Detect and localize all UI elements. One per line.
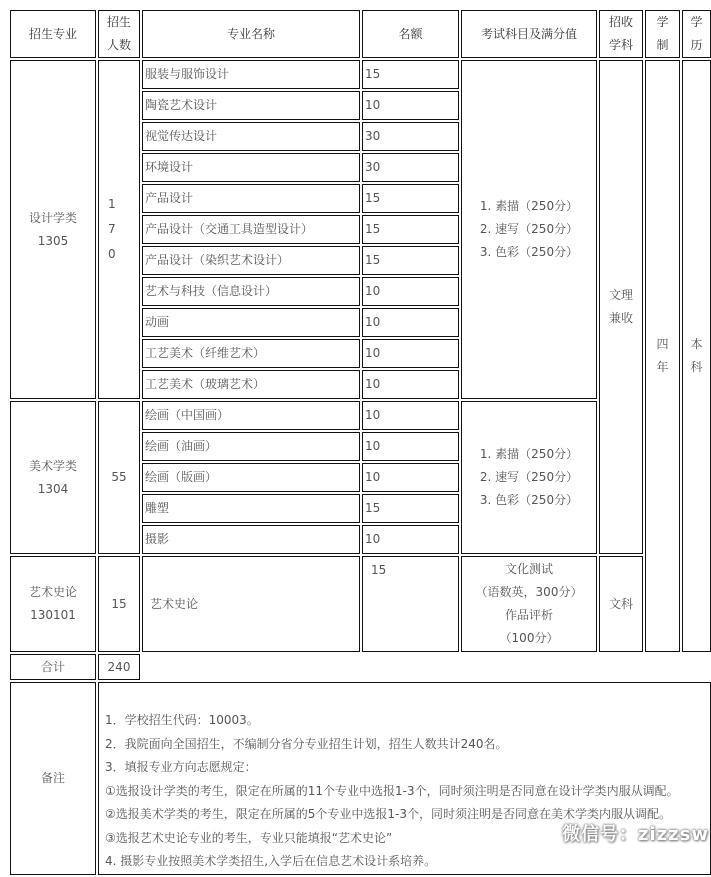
header-category: 招生专业 [10, 10, 96, 58]
table-header-row [10, 10, 711, 58]
major-quota: 10 [362, 370, 459, 399]
category-code: 1304 [37, 481, 69, 496]
category-name: 美术学类 [28, 458, 77, 473]
category-code: 1305 [37, 233, 69, 248]
header-duration [645, 10, 680, 58]
notes-line: ①选报设计学类的考生，限定在所属的11个专业中选报1-3个，同时须注明是否同意在设计学类内服从调配。 [105, 783, 679, 798]
count-digit: 7 [108, 222, 116, 236]
subject-cell-combined [599, 60, 643, 554]
header-count-line: 招生 [106, 15, 131, 29]
exam-line: 作品评析 [504, 608, 553, 622]
subject-line: 兼收 [608, 311, 633, 325]
exam-cell-design [461, 60, 597, 399]
notes-line: 2．我院面向全国招生，不编制分省分专业招生计划，招生人数共计240名。 [105, 736, 508, 751]
major-quota: 10 [362, 525, 459, 554]
major-name: 雕塑 [142, 494, 360, 523]
major-name: 服装与服饰设计 [142, 60, 360, 89]
major-name: 绘画（中国画） [142, 401, 360, 430]
exam-cell-fine-art [461, 401, 597, 554]
major-quota: 10 [362, 339, 459, 368]
header-degree [682, 10, 711, 58]
subject-cell-art-history: 文科 [599, 556, 643, 652]
exam-line: 1. 素描（250分） [479, 199, 579, 213]
header-major-name: 专业名称 [142, 10, 360, 58]
major-name: 视觉传达设计 [142, 122, 360, 151]
notes-line: ③选报艺术史论专业的考生，专业只能填报“艺术史论” [105, 830, 393, 845]
major-name: 环境设计 [142, 153, 360, 182]
total-value: 240 [98, 654, 140, 680]
header-count [98, 10, 140, 58]
duration-line: 四 [656, 337, 669, 351]
enrollment-plan-table [8, 8, 711, 877]
major-quota: 30 [362, 122, 459, 151]
major-quota: 30 [362, 153, 459, 182]
major-quota: 10 [362, 401, 459, 430]
major-quota: 10 [362, 308, 459, 337]
major-name: 摄影 [142, 525, 360, 554]
major-name: 工艺美术（玻璃艺术） [142, 370, 360, 399]
count-digit: 0 [108, 247, 116, 261]
major-quota: 15 [362, 215, 459, 244]
subject-line: 文理 [608, 288, 633, 302]
header-count-line: 人数 [106, 38, 131, 52]
major-name: 产品设计（染织艺术设计） [142, 246, 360, 275]
notes-line: ②选报美术学类的考生，限定在所属的5个专业中选报1-3个，同时须注明是否同意在美术学类内服从调配。 [105, 807, 671, 821]
count-digit: 1 [108, 197, 116, 211]
notes-line: 3．填报专业方向志愿规定： [105, 760, 257, 774]
header-subject [599, 10, 643, 58]
header-subject-line: 学科 [608, 38, 633, 52]
category-cell-design [10, 60, 96, 399]
category-name: 设计学类 [28, 210, 77, 225]
major-quota: 10 [362, 91, 459, 120]
major-quota: 10 [362, 277, 459, 306]
duration-line: 年 [656, 360, 669, 374]
notes-top-gap [105, 691, 710, 709]
notes-line: 1．学校招生代码：10003。 [105, 713, 259, 727]
exam-cell-art-history [461, 556, 597, 652]
exam-line: （100分） [499, 631, 559, 645]
exam-line: （语数英，300分） [475, 585, 583, 599]
category-cell-art-history [10, 556, 96, 652]
major-name: 艺术史论 [142, 556, 360, 652]
category-name: 艺术史论 [28, 585, 77, 599]
watermark: 微信号：zizzsw [562, 824, 709, 845]
exam-line: 3. 色彩（250分） [479, 245, 579, 259]
exam-line: 2. 速写（250分） [479, 470, 579, 484]
major-quota: 10 [362, 463, 459, 492]
total-label: 合计 [10, 654, 96, 680]
count-cell-design [98, 60, 140, 399]
exam-line: 2. 速写（250分） [479, 222, 579, 236]
header-duration-line: 学 [656, 15, 669, 29]
exam-line: 3. 色彩（250分） [479, 493, 579, 507]
header-subject-line: 招收 [608, 15, 633, 29]
notes-label: 备注 [10, 682, 96, 875]
major-name: 工艺美术（纤维艺术） [142, 339, 360, 368]
major-name: 动画 [142, 308, 360, 337]
major-name: 绘画（油画） [142, 432, 360, 461]
header-quota: 名额 [362, 10, 459, 58]
degree-line: 本 [690, 337, 703, 351]
degree-cell [682, 60, 711, 652]
major-name: 艺术与科技（信息设计） [142, 277, 360, 306]
header-degree-line: 历 [690, 38, 703, 52]
major-quota: 15 [362, 60, 459, 89]
degree-line: 科 [690, 360, 703, 374]
table-row [10, 556, 711, 652]
count-cell-fine-art: 55 [98, 401, 140, 554]
total-row-spacer [142, 654, 711, 680]
total-row [10, 654, 711, 680]
exam-line: 文化测试 [504, 562, 553, 576]
major-quota: 15 [362, 494, 459, 523]
notes-line: 4. 摄影专业按照美术学类招生,入学后在信息艺术设计系培养。 [105, 854, 437, 868]
category-code: 130101 [30, 608, 76, 622]
major-quota: 15 [362, 556, 459, 652]
major-quota: 10 [362, 432, 459, 461]
category-cell-fine-art [10, 401, 96, 554]
exam-line: 1. 素描（250分） [479, 447, 579, 461]
major-quota: 15 [362, 184, 459, 213]
table-row [10, 60, 711, 89]
major-name: 陶瓷艺术设计 [142, 91, 360, 120]
major-name: 产品设计（交通工具造型设计） [142, 215, 360, 244]
header-duration-line: 制 [656, 38, 669, 52]
header-degree-line: 学 [690, 15, 703, 29]
major-name: 绘画（版画） [142, 463, 360, 492]
header-exam: 考试科目及满分值 [461, 10, 597, 58]
duration-cell [645, 60, 680, 652]
count-cell-art-history: 15 [98, 556, 140, 652]
major-name: 产品设计 [142, 184, 360, 213]
major-quota: 15 [362, 246, 459, 275]
